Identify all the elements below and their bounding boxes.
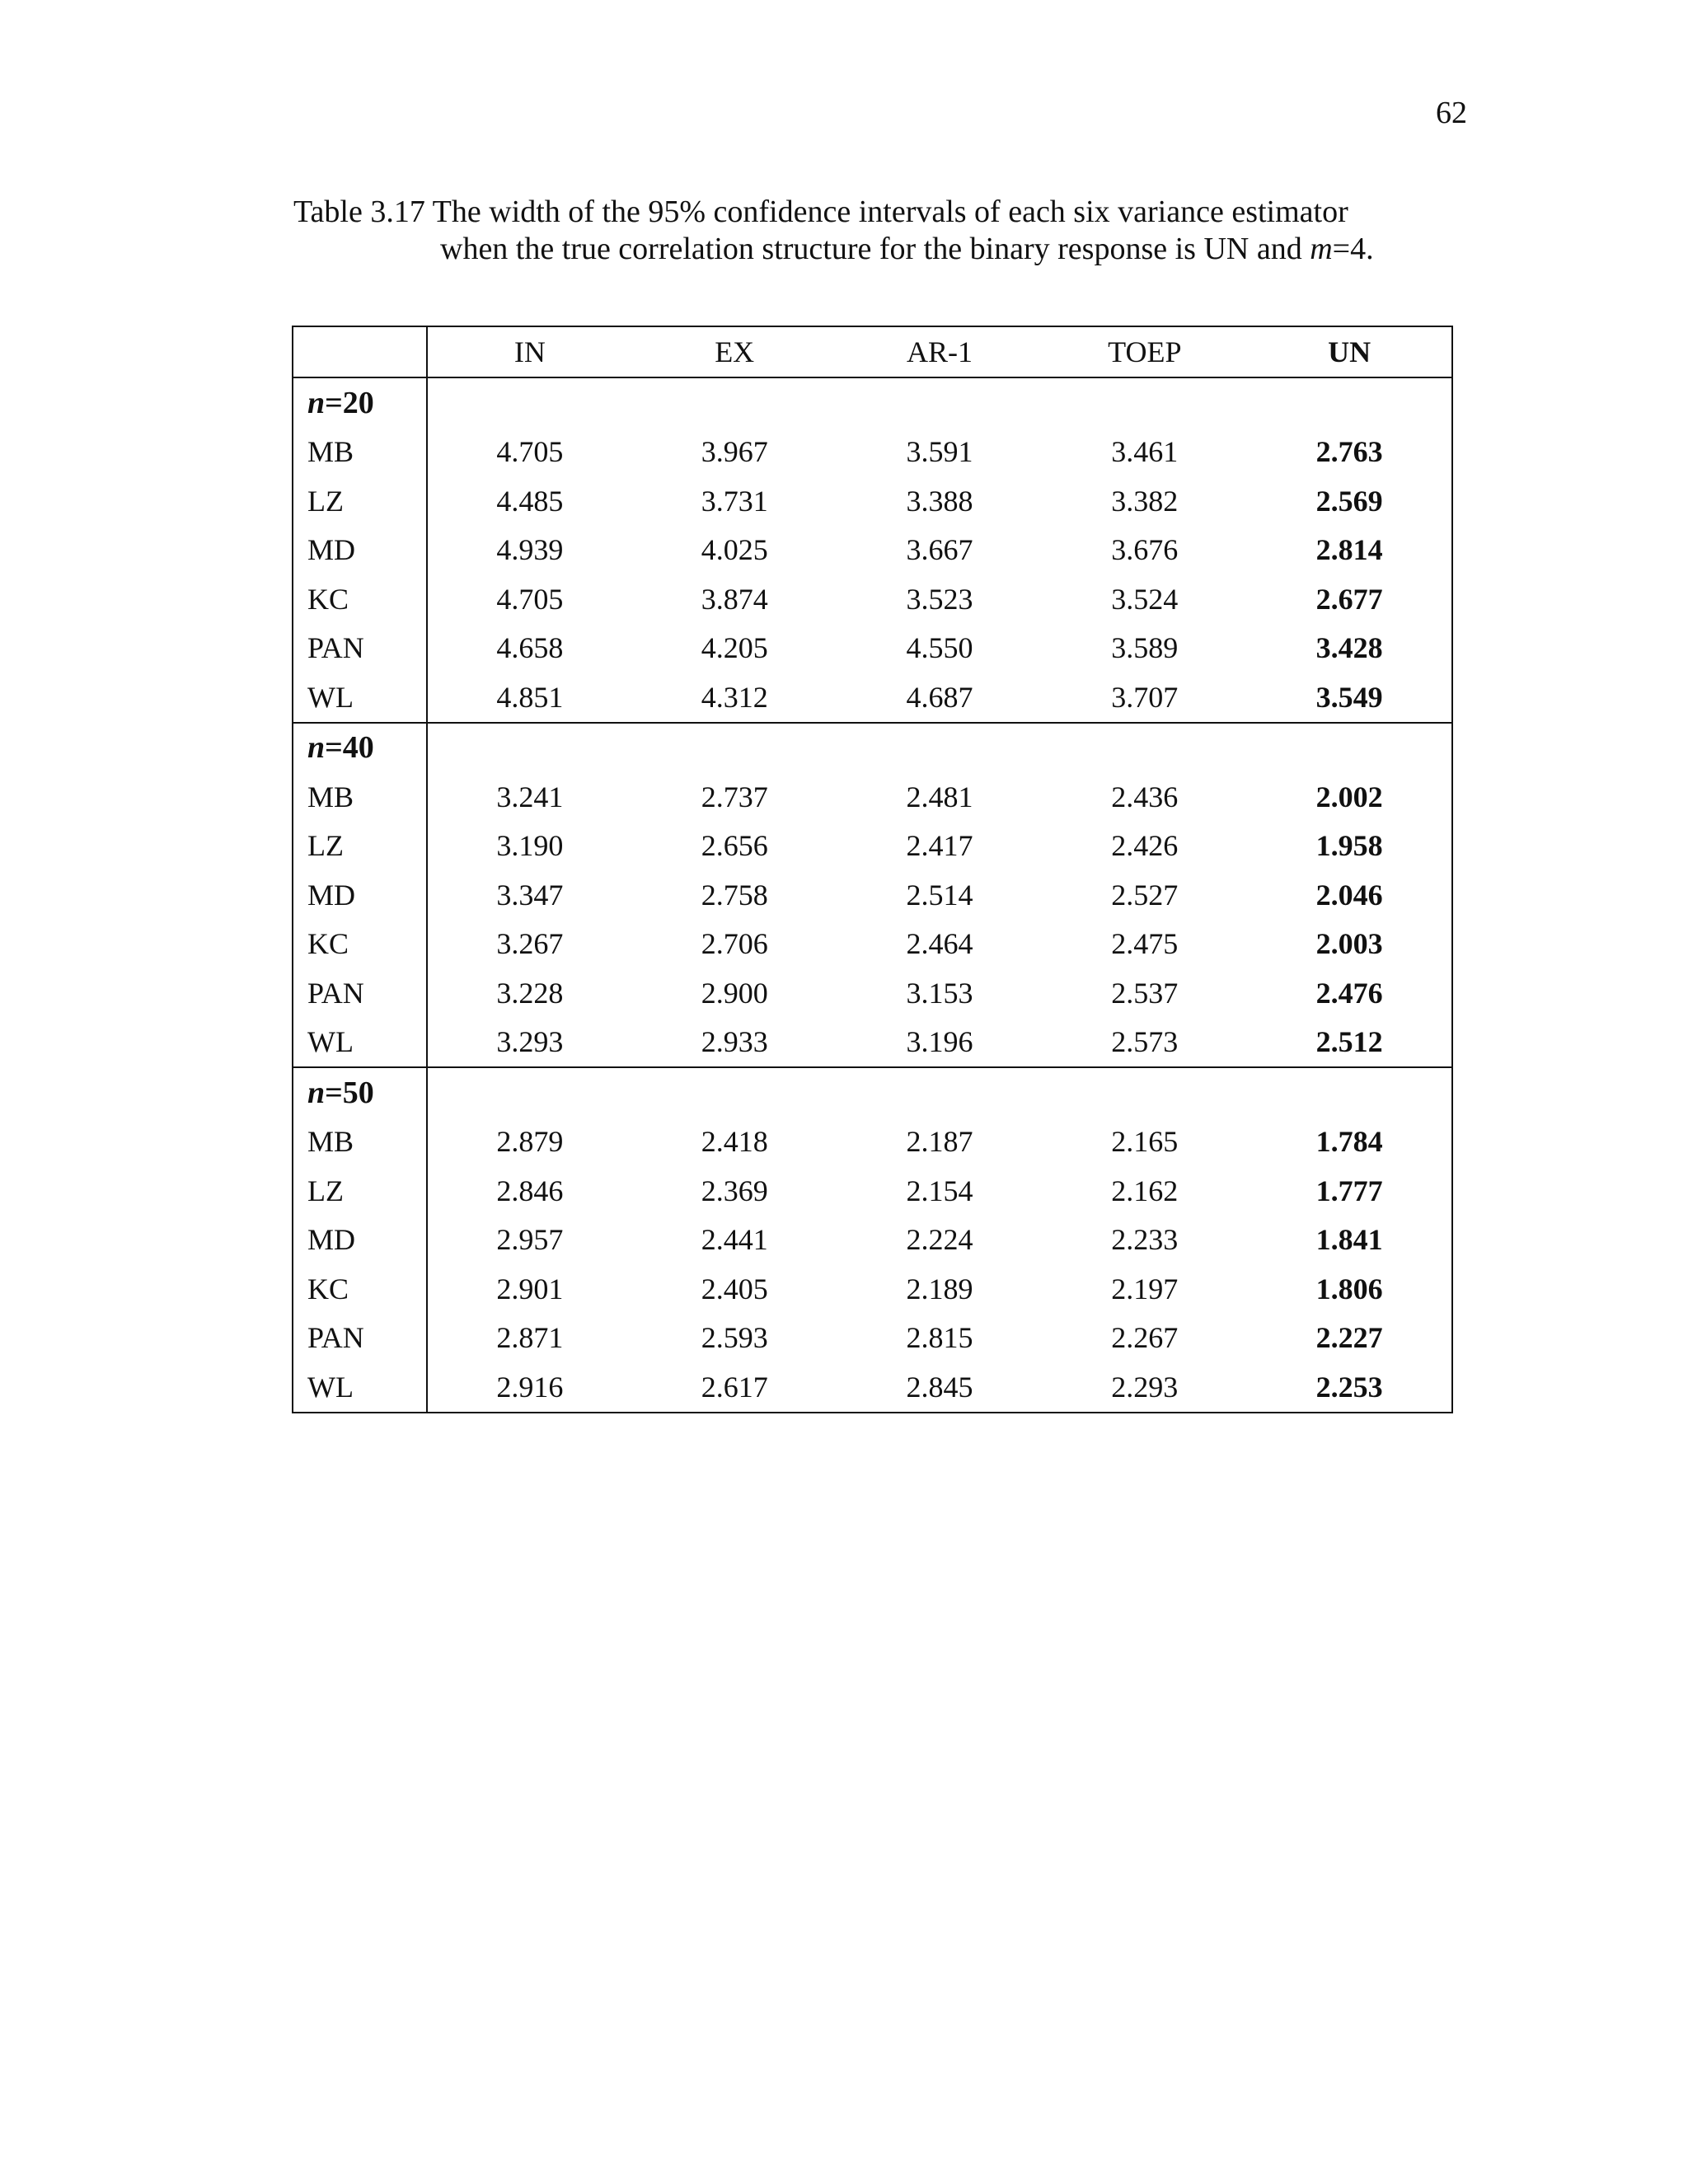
value-cell: 4.025 xyxy=(701,533,768,567)
table-row xyxy=(293,968,1452,1018)
group-label xyxy=(293,723,427,773)
table-row xyxy=(293,1216,1452,1265)
value-cell: 1.806 xyxy=(1315,1272,1383,1305)
group-label xyxy=(293,1067,427,1118)
value-cell: 2.417 xyxy=(906,829,973,863)
value-cell: 3.228 xyxy=(496,976,564,1010)
value-cell: 2.418 xyxy=(701,1125,768,1159)
group-section xyxy=(293,1067,1452,1413)
value-cell: 2.476 xyxy=(1315,976,1383,1010)
table-row xyxy=(293,673,1452,723)
row-label: WL xyxy=(293,1018,427,1068)
value-cell: 2.233 xyxy=(1111,1223,1179,1257)
row-label: LZ xyxy=(293,1166,427,1216)
value-cell: 2.763 xyxy=(1315,435,1383,469)
group-section xyxy=(293,723,1452,1068)
value-cell: 2.224 xyxy=(906,1223,973,1257)
value-cell: 3.589 xyxy=(1111,631,1179,665)
value-cell: 3.549 xyxy=(1315,680,1383,714)
value-cell: 2.475 xyxy=(1111,927,1179,961)
results-table xyxy=(292,326,1453,1413)
value-cell: 2.569 xyxy=(1315,484,1383,518)
value-cell: 4.705 xyxy=(496,435,564,469)
row-label: LZ xyxy=(293,822,427,871)
value-cell: 2.512 xyxy=(1315,1025,1383,1059)
value-cell: 2.916 xyxy=(496,1370,564,1404)
group-variable: n xyxy=(307,730,326,766)
value-cell: 2.154 xyxy=(906,1174,973,1207)
caption-line-1: Table 3.17 The width of the 95% confidence intervals of each six variance estimator xyxy=(293,194,1348,229)
value-cell: 2.527 xyxy=(1111,878,1179,912)
value-cell: 3.707 xyxy=(1111,680,1179,714)
value-cell: 4.705 xyxy=(496,582,564,616)
group-empty-cell xyxy=(427,723,1452,773)
group-header-row xyxy=(293,1067,1452,1118)
value-cell: 2.845 xyxy=(906,1370,973,1404)
value-cell: 2.464 xyxy=(906,927,973,961)
value-cell: 2.758 xyxy=(701,878,768,912)
row-label: MB xyxy=(293,1118,427,1167)
value-cell: 2.593 xyxy=(701,1321,768,1355)
group-section xyxy=(293,377,1452,723)
table-row xyxy=(293,920,1452,969)
value-cell: 3.731 xyxy=(701,484,768,518)
value-cell: 2.481 xyxy=(906,780,973,813)
value-cell: 2.267 xyxy=(1111,1321,1179,1355)
value-cell: 4.939 xyxy=(496,533,564,567)
value-cell: 4.312 xyxy=(701,680,768,714)
caption-variable: m xyxy=(1310,232,1333,266)
value-cell: 2.003 xyxy=(1315,927,1383,961)
value-cell: 3.676 xyxy=(1111,533,1179,567)
value-cell: 3.874 xyxy=(701,582,768,616)
row-label: KC xyxy=(293,920,427,969)
table-row xyxy=(293,1264,1452,1314)
table-row xyxy=(293,624,1452,673)
value-cell: 2.656 xyxy=(701,829,768,863)
value-cell: 3.241 xyxy=(496,780,564,813)
value-cell: 2.165 xyxy=(1111,1125,1179,1159)
value-cell: 2.046 xyxy=(1315,878,1383,912)
table-row xyxy=(293,772,1452,822)
value-cell: 4.851 xyxy=(496,680,564,714)
value-cell: 2.846 xyxy=(496,1174,564,1207)
value-cell: 2.293 xyxy=(1111,1370,1179,1404)
value-cell: 2.706 xyxy=(701,927,768,961)
group-value: =50 xyxy=(325,1075,374,1110)
value-cell: 2.537 xyxy=(1111,976,1179,1010)
group-variable: n xyxy=(307,385,326,420)
value-cell: 3.267 xyxy=(496,927,564,961)
value-cell: 2.677 xyxy=(1315,582,1383,616)
group-variable: n xyxy=(307,1075,326,1110)
value-cell: 3.153 xyxy=(906,976,973,1010)
value-cell: 2.426 xyxy=(1111,829,1179,863)
header-cell-toep: TOEP xyxy=(1042,326,1247,377)
value-cell: 3.382 xyxy=(1111,484,1179,518)
value-cell: 2.187 xyxy=(906,1125,973,1159)
value-cell: 3.591 xyxy=(906,435,973,469)
table-row xyxy=(293,1118,1452,1167)
header-row xyxy=(293,326,1452,377)
row-label: WL xyxy=(293,673,427,723)
value-cell: 3.347 xyxy=(496,878,564,912)
row-label: MD xyxy=(293,870,427,920)
row-label: KC xyxy=(293,574,427,624)
value-cell: 3.293 xyxy=(496,1025,564,1059)
table-row xyxy=(293,870,1452,920)
value-cell: 3.524 xyxy=(1111,582,1179,616)
page-number: 62 xyxy=(1436,96,1467,130)
table-row xyxy=(293,1018,1452,1068)
value-cell: 1.841 xyxy=(1315,1223,1383,1257)
header-cell-ex: EX xyxy=(632,326,837,377)
table-row xyxy=(293,1362,1452,1413)
value-cell: 2.617 xyxy=(701,1370,768,1404)
value-cell: 1.784 xyxy=(1315,1125,1383,1159)
value-cell: 2.189 xyxy=(906,1272,973,1305)
value-cell: 2.441 xyxy=(701,1223,768,1257)
value-cell: 3.523 xyxy=(906,582,973,616)
table-caption xyxy=(293,194,1447,268)
value-cell: 2.405 xyxy=(701,1272,768,1305)
value-cell: 4.550 xyxy=(906,631,973,665)
table-row xyxy=(293,526,1452,575)
caption-line-2: when the true correlation structure for the binary response is UN and m=4. xyxy=(440,232,1374,266)
value-cell: 3.967 xyxy=(701,435,768,469)
value-cell: 2.815 xyxy=(906,1321,973,1355)
table-row xyxy=(293,1166,1452,1216)
value-cell: 2.514 xyxy=(906,878,973,912)
row-label: LZ xyxy=(293,476,427,526)
group-value: =20 xyxy=(325,385,374,420)
value-cell: 2.737 xyxy=(701,780,768,813)
value-cell: 3.461 xyxy=(1111,435,1179,469)
group-value: =40 xyxy=(325,730,374,766)
row-label: WL xyxy=(293,1362,427,1413)
value-cell: 2.227 xyxy=(1315,1321,1383,1355)
value-cell: 2.002 xyxy=(1315,780,1383,813)
table-row xyxy=(293,574,1452,624)
group-empty-cell xyxy=(427,1067,1452,1118)
row-label: PAN xyxy=(293,1314,427,1363)
value-cell: 2.879 xyxy=(496,1125,564,1159)
value-cell: 2.573 xyxy=(1111,1025,1179,1059)
group-empty-cell xyxy=(427,377,1452,428)
row-label: PAN xyxy=(293,968,427,1018)
row-label: MB xyxy=(293,772,427,822)
value-cell: 2.369 xyxy=(701,1174,768,1207)
value-cell: 4.658 xyxy=(496,631,564,665)
row-label: KC xyxy=(293,1264,427,1314)
group-header-row xyxy=(293,377,1452,428)
header-cell-un: UN xyxy=(1247,326,1452,377)
value-cell: 3.388 xyxy=(906,484,973,518)
value-cell: 2.253 xyxy=(1315,1370,1383,1404)
value-cell: 2.900 xyxy=(701,976,768,1010)
value-cell: 1.958 xyxy=(1315,829,1383,863)
value-cell: 1.777 xyxy=(1315,1174,1383,1207)
group-header-row xyxy=(293,723,1452,773)
value-cell: 4.687 xyxy=(906,680,973,714)
header-cell-in: IN xyxy=(427,326,632,377)
table-row xyxy=(293,476,1452,526)
table-row xyxy=(293,1314,1452,1363)
row-label: MD xyxy=(293,1216,427,1265)
value-cell: 2.197 xyxy=(1111,1272,1179,1305)
value-cell: 2.957 xyxy=(496,1223,564,1257)
value-cell: 2.901 xyxy=(496,1272,564,1305)
value-cell: 4.205 xyxy=(701,631,768,665)
header-cell-corner xyxy=(293,326,427,377)
value-cell: 3.667 xyxy=(906,533,973,567)
value-cell: 3.196 xyxy=(906,1025,973,1059)
value-cell: 2.871 xyxy=(496,1321,564,1355)
row-label: MD xyxy=(293,526,427,575)
group-label xyxy=(293,377,427,428)
value-cell: 4.485 xyxy=(496,484,564,518)
row-label: MB xyxy=(293,428,427,477)
row-label: PAN xyxy=(293,624,427,673)
value-cell: 3.190 xyxy=(496,829,564,863)
value-cell: 2.814 xyxy=(1315,533,1383,567)
value-cell: 2.162 xyxy=(1111,1174,1179,1207)
value-cell: 3.428 xyxy=(1315,631,1383,665)
value-cell: 2.933 xyxy=(701,1025,768,1059)
value-cell: 2.436 xyxy=(1111,780,1179,813)
header-cell-ar1: AR-1 xyxy=(837,326,1043,377)
table-row xyxy=(293,428,1452,477)
table-row xyxy=(293,822,1452,871)
